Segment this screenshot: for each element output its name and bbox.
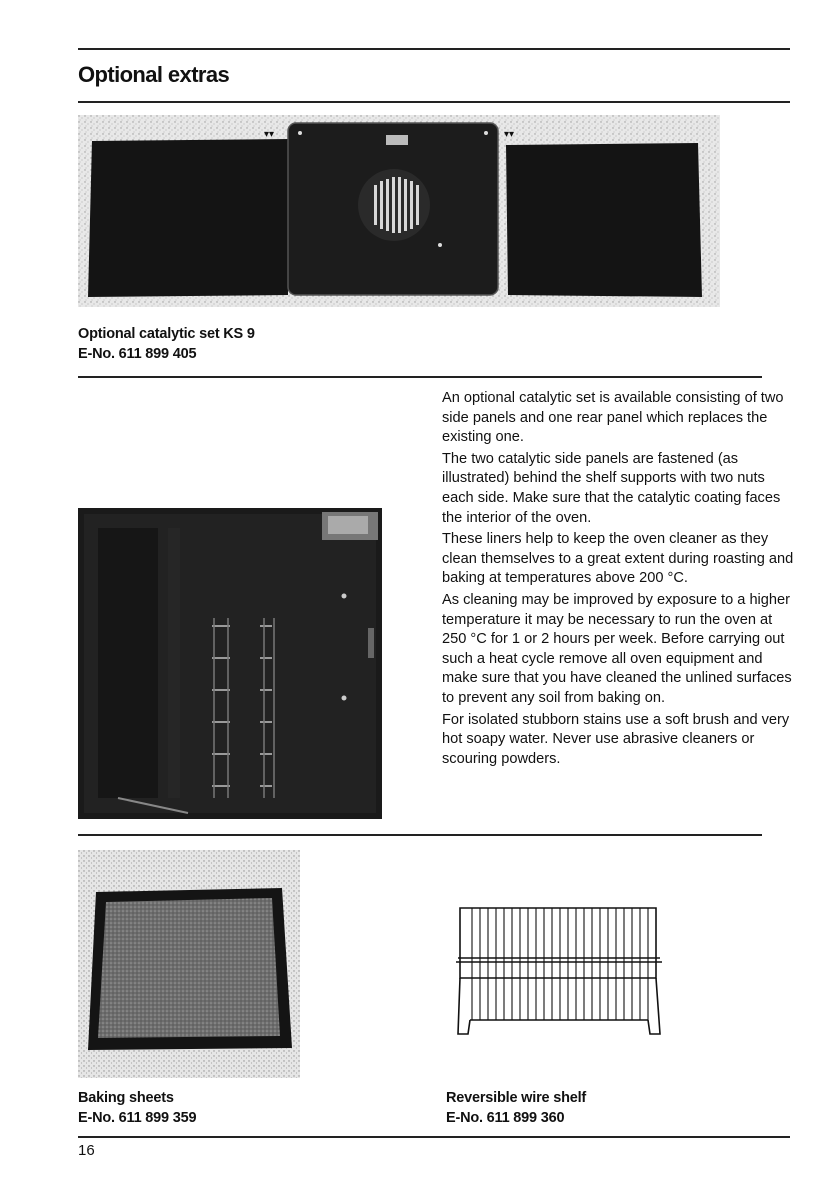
baking-sheet-photo bbox=[78, 850, 300, 1078]
description-paragraph: As cleaning may be improved by exposure to a higher temperature it may be necessary to run the oven at 250 °C for 1 or 2 hours per week. Before carrying out such a heat cycle remove all oven equipment and make sure that you have cleaned the unlined surfaces to prevent any soil from baking on. bbox=[442, 591, 792, 706]
description-text bbox=[442, 389, 794, 771]
wire-shelf-name: Reversible wire shelf bbox=[446, 1090, 587, 1106]
description-paragraph: For isolated stubborn stains use a soft brush and very hot soapy water. Never use abrasive cleaners or scouring powders. bbox=[442, 711, 790, 767]
catalytic-set-caption bbox=[78, 324, 255, 364]
catalytic-set-name: Optional catalytic set KS 9 bbox=[78, 326, 255, 342]
section-divider-2 bbox=[78, 834, 762, 836]
description-paragraph: An optional catalytic set is available consisting of two side panels and one rear panel which replaces the existing one. bbox=[442, 390, 784, 446]
description-paragraph: The two catalytic side panels are fastened (as illustrated) behind the shelf supports with two nuts each side. Make sure that the catalytic coating faces the interior of the oven. bbox=[442, 450, 781, 526]
catalytic-set-eno: E-No. 611 899 405 bbox=[78, 346, 197, 362]
wire-shelf-eno: E-No. 611 899 360 bbox=[446, 1110, 565, 1126]
top-rule bbox=[78, 48, 790, 50]
page-number: 16 bbox=[78, 1142, 95, 1159]
wire-shelf-caption bbox=[446, 1088, 586, 1128]
section-divider-1 bbox=[78, 376, 762, 378]
baking-sheets-name: Baking sheets bbox=[78, 1090, 174, 1106]
baking-sheets-eno: E-No. 611 899 359 bbox=[78, 1110, 197, 1126]
description-paragraph: These liners help to keep the oven cleaner as they clean themselves to a great extent during roasting and baking at temperatures above 200 °C. bbox=[442, 531, 794, 587]
catalytic-panels-photo bbox=[78, 115, 720, 307]
page-title: Optional extras bbox=[78, 62, 230, 87]
baking-sheets-caption bbox=[78, 1088, 196, 1128]
oven-interior-photo bbox=[78, 508, 382, 819]
svg-text:▾▾: ▾▾ bbox=[504, 129, 515, 140]
title-underline bbox=[78, 101, 790, 103]
svg-text:▾▾: ▾▾ bbox=[264, 129, 275, 140]
bottom-rule bbox=[78, 1136, 790, 1138]
wire-shelf-drawing bbox=[452, 898, 666, 1044]
